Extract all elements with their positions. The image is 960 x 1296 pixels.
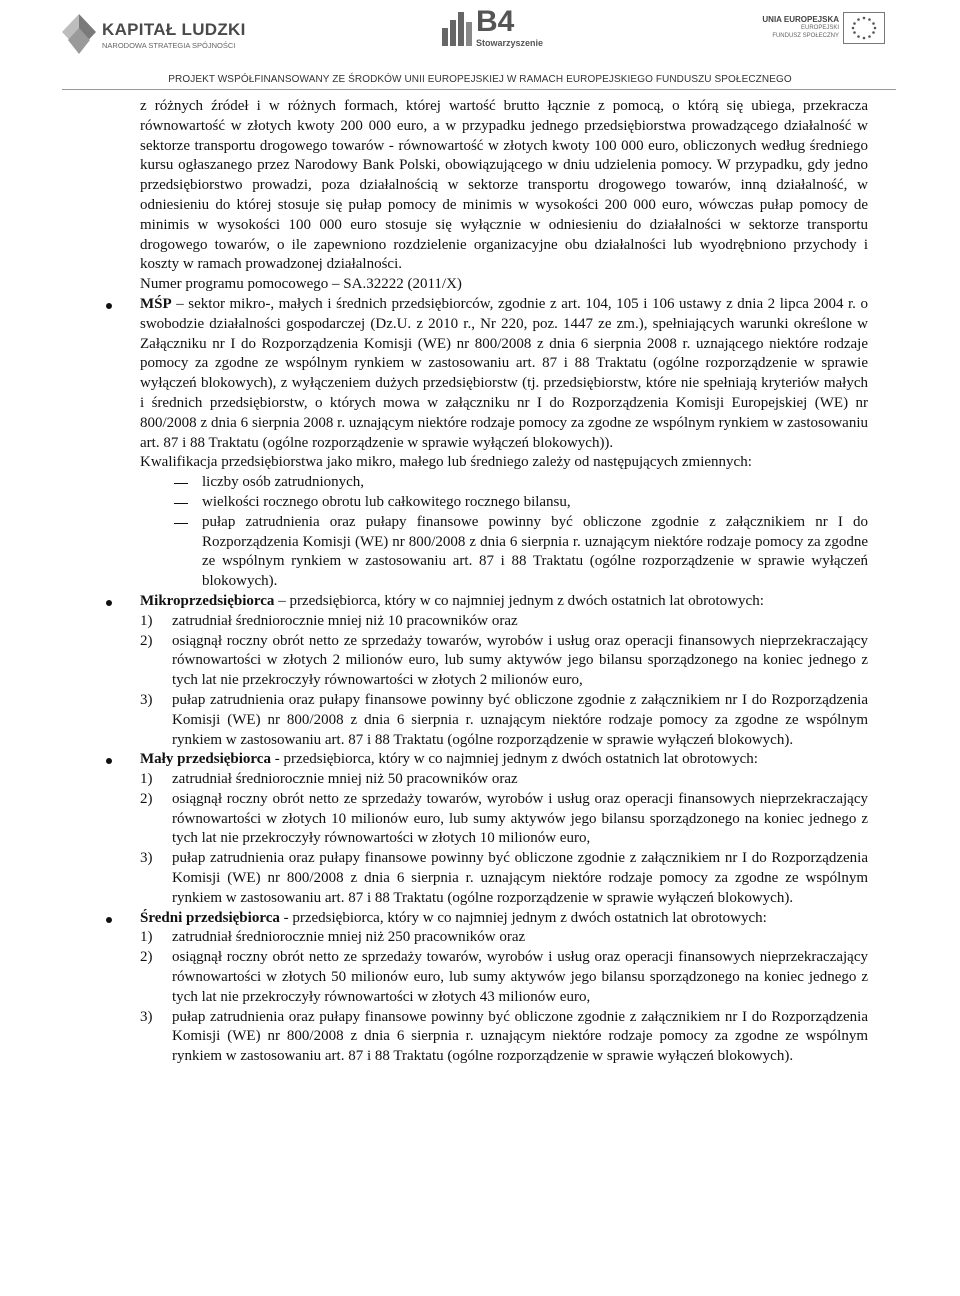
dash-icon (174, 503, 188, 504)
small-text: - przedsiębiorca, który w co najmniej jednym z dwóch ostatnich lat obrotowych: (270, 751, 758, 768)
micro-definition (140, 592, 868, 612)
project-banner: PROJEKT WSPÓŁFINANSOWANY ZE ŚRODKÓW UNII EUROPEJSKIEJ W RAMACH EUROPEJSKIEGO FUNDUSZU SPOŁECZNEGO (168, 74, 792, 85)
eu-fund-line1: EUROPEJSKI (800, 25, 839, 31)
medium-text: - przedsiębiorca, który w co najmniej jednym z dwóch ostatnich lat obrotowych: (279, 909, 767, 926)
medium-item: 1) zatrudniał średniorocznie mniej niż 250 pracowników oraz (140, 929, 526, 946)
qualification-item: wielkości rocznego obrotu lub całkowitego rocznego bilansu, (140, 493, 868, 513)
kapital-ludzki-mark-icon (62, 10, 96, 56)
dash-icon (174, 483, 188, 484)
b4-wordmark: B4 (476, 5, 515, 38)
document-body (140, 97, 868, 1067)
qualification-item: liczby osób zatrudnionych, (140, 473, 868, 493)
bullet-icon (106, 917, 112, 923)
msp-term: MŚP (140, 295, 172, 312)
b4-bars-icon (440, 10, 476, 46)
header-divider (62, 89, 896, 90)
kapital-ludzki-name: KAPITAŁ LUDZKI (102, 20, 246, 39)
small-term: Mały przedsiębiorca (140, 751, 271, 768)
qualification-intro: Kwalifikacja przedsiębiorstwa jako mikro, małego lub średniego zależy od następujących zmiennych: (140, 454, 752, 471)
intro-paragraph: z różnych źródeł i w różnych formach, której wartość brutto łącznie z pomocą, o którą się ubiega, przekracza równowartość w złotych kwoty 200 000 euro, a w przypadku jednego przedsiębiorstwa prowadzącego działalność w sektorze transportu drogowego towarów - równowartość w złotych kwoty 100 000 euro, obliczonych według średniego kursu ogłaszanego przez Narodowy Bank Polski, obowiązującego w dniu udzielenia pomocy. W przypadku, gdy jedno przedsiębiorstwo prowadzi, poza działalnością w sektorze transportu drogowego towarów, inną działalność, w odniesieniu do której stosuje się pułap pomocy de minimis w wysokości 200 000 euro, wówczas pułap pomocy de minimis w wysokości 100 000 euro stosuje się wyłącznie w odniesieniu do działalności w sektorze transportu drogowego towarów, o ile zapewniono rozdzielenie organizacyjne obu działalności lub wyodrębniono przychody i koszty w ramach prowadzonej działalności. (140, 98, 868, 273)
programme-number: Numer programu pomocowego – SA.32222 (2011/X) (140, 276, 462, 293)
b4-logo (440, 5, 544, 52)
qualification-item: pułap zatrudnienia oraz pułapy finansowe powinny być obliczone zgodnie z załącznikiem nr I do Rozporządzenia Komisji (WE) nr 800/2008 z dnia 6 sierpnia r. uznającym niektóre rodzaje pomocy za zgodne ze wspólnym rynkiem w zastosowaniu art. 87 i 88 Traktatu (ogólne rozporządzenie w sprawie wyłączeń blokowych). (140, 513, 868, 592)
micro-item: 2) osiągnął roczny obrót netto ze sprzedaży towarów, wyrobów i usług oraz operacji finansowych nieprzekraczający równowartości w złotych 2 milionów euro, lub sumy aktywów jego bilansu sporządzonego na koniec jednego z tych lat nie przekroczyły równowartości w złotych 2 milionów euro, (140, 632, 868, 689)
bullet-icon (106, 303, 112, 309)
bullet-icon (106, 758, 112, 764)
bullet-icon (106, 600, 112, 606)
micro-text: – przedsiębiorca, który w co najmniej jednym z dwóch ostatnich lat obrotowych: (274, 592, 764, 609)
page-header (0, 0, 960, 92)
eu-flag-icon (843, 12, 885, 44)
eu-name: UNIA EUROPEJSKA (762, 15, 839, 24)
msp-text: – sektor mikro-, małych i średnich przedsiębiorców, zgodnie z art. 104, 105 i 106 ustawy z dnia 2 lipca 2004 r. o swobodzie działalności gospodarczej (Dz.U. z 2010 r., Nr 220, poz. 1447 ze zm.), spełniających warunki określone w Załączniku nr I do Rozporządzenia Komisji (WE) nr 800/2008 z dnia 6 sierpnia 2008 r. uznającego niektóre rodzaje pomocy za zgodne ze wspólnym rynkiem w zastosowaniu art. 87 i 88 Traktatu (ogólne rozporządzenie w sprawie wyłączeń blokowych), z wyłączeniem dużych przedsiębiorstw (tj. przedsiębiorstw, które nie spełniają kryteriów małych i średnich przedsiębiorstw, o których mowa w załączniku nr I do Rozporządzenia Komisji Europejskiej (WE) nr 800/2008 z dnia 6 sierpnia 2008 r. uznającym niektóre rodzaje pomocy za zgodne ze wspólnym rynkiem w zastosowaniu art. 87 i 88 Traktatu (ogólne rozporządzenie w sprawie wyłączeń blokowych)). (140, 295, 868, 451)
small-item: 2) osiągnął roczny obrót netto ze sprzedaży towarów, wyrobów i usług oraz operacji finansowych nieprzekraczający równowartości w złotych 10 milionów euro, lub sumy aktywów jego bilansu sporządzonego na koniec jednego z tych lat nie przekroczyły równowartości w złotych 10 milionów euro, (140, 790, 868, 847)
micro-item: 3) pułap zatrudnienia oraz pułapy finansowe powinny być obliczone zgodnie z załącznikiem nr I do Rozporządzenia Komisji (WE) nr 800/2008 z dnia 6 sierpnia r. uznającym niektóre rodzaje pomocy za zgodne ze wspólnym rynkiem w zastosowaniu art. 87 i 88 Traktatu (ogólne rozporządzenie w sprawie wyłączeń blokowych). (140, 691, 868, 748)
medium-item: 2) osiągnął roczny obrót netto ze sprzedaży towarów, wyrobów i usług oraz operacji finansowych nieprzekraczający równowartości w złotych 50 milionów euro, lub sumy aktywów jego bilansu sporządzonego na koniec jednego z tych lat nie przekroczyły równowartości w złotych 43 milionów euro, (140, 949, 868, 1005)
small-definition (140, 750, 868, 770)
medium-definition (140, 909, 868, 929)
micro-term: Mikroprzedsiębiorca (140, 592, 275, 609)
small-item: 1) zatrudniał średniorocznie mniej niż 50 pracowników oraz (140, 771, 518, 788)
eu-fund-line2: FUNDUSZ SPOŁECZNY (772, 33, 839, 39)
msp-definition (140, 295, 868, 453)
dash-icon (174, 523, 188, 524)
b4-subtitle: Stowarzyszenie (476, 38, 544, 48)
medium-term: Średni przedsiębiorca (140, 909, 280, 926)
micro-item: 1) zatrudniał średniorocznie mniej niż 10 pracowników oraz (140, 612, 518, 629)
small-item: 3) pułap zatrudnienia oraz pułapy finansowe powinny być obliczone zgodnie z załącznikiem nr I do Rozporządzenia Komisji (WE) nr 800/2008 z dnia 6 sierpnia r. uznającym niektóre rodzaje pomocy za zgodne ze wspólnym rynkiem w zastosowaniu art. 87 i 88 Traktatu (ogólne rozporządzenie w sprawie wyłączeń blokowych). (140, 850, 868, 906)
kapital-ludzki-subtitle: NARODOWA STRATEGIA SPÓJNOŚCI (102, 41, 236, 50)
medium-item: 3) pułap zatrudnienia oraz pułapy finansowe powinny być obliczone zgodnie z załącznikiem nr I do Rozporządzenia Komisji (WE) nr 800/2008 z dnia 6 sierpnia r. uznającym niektóre rodzaje pomocy za zgodne ze wspólnym rynkiem w zastosowaniu art. 87 i 88 Traktatu (ogólne rozporządzenie w sprawie wyłączeń blokowych). (140, 1008, 868, 1065)
eu-logo (760, 14, 885, 50)
